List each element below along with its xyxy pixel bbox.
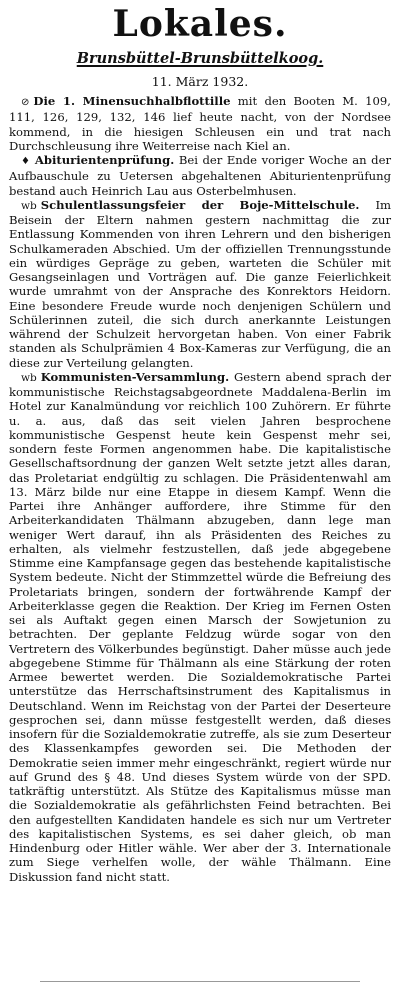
location-heading: Brunsbüttel-Brunsbüttelkoog. [76,50,324,67]
article-communist-meeting [9,370,391,884]
article-flotilla [9,94,391,153]
article-marker: ♦ [21,156,31,167]
article-lead: Schulentlassungsfeier der Boje-Mittelschule. [40,197,360,212]
article-abitur [9,153,391,198]
bottom-divider [40,981,360,982]
article-body: Gestern abend sprach der kommunistische Reichstagsabgeordnete Maddalena-Berlin im Hotel zur Kanalmündung vor reichlich 100 Zuhörern. Er führte u. a. aus, daß das seit vielen Jahren besprochene kommunistische Gespenst heute kein Gespenst mehr sei, sondern feste Formen angenommen habe. Die kapitalistische Gesellschaftsordnung der ganzen Welt setzte jetzt alles daran, das Proletariat endgültig zu schlagen. Die Präsidentenwahl am 13. März bilde nur eine Etappe in diesem Kampf. Wenn die Partei ihre Anhänger auffordere, ihre Stimme für den Arbeiterkandidaten Thälmann abzugeben, dann lege man weniger Wert darauf, ihn als Präsidenten des Reiches zu erhalten, als vielmehr festzustellen, daß jede abgegebene Stimme eine Kampfansage gegen das bestehende kapitalistische System bedeute. Nicht der Stimmzettel würde die Befreiung des Proletariats bringen, sondern der fortwährende Kampf der Arbeiterklasse gegen die Reaktion. Der Krieg im Fernen Osten sei als Auftakt gegen einen Marsch der Sowjetunion zu betrachten. Der geplante Feldzug würde sogar von den Vertretern des Völkerbundes begünstigt. Daher müsse auch jede abgegebene Stimme für Thälmann als eine Stärkung der roten Armee bewertet werden. Die Sozialdemokratische Partei unterstütze das Herrschaftsinstrument des Kapitalismus in Deutschland. Wenn im Reichstag von der Partei der Deserteure gesprochen sei, dann müsse festgestellt werden, daß dieses insofern für die Sozialdemokratie zutreffe, als sie zum Deserteur des Klassenkampfes geworden sei. Die Methoden der Demokratie seien immer mehr eingeschränkt, regiert würde nur auf Grund des § 48. Und dieses System würde von der SPD. tatkräftig unterstützt. Als Stütze des Kapitalismus müsse man die Sozialdemokratie als gefährlichsten Feind betrachten. Bei den aufgestellten Kandidaten handele es sich nur um Vertreter des kapitalistischen Systems, es sei daher gleich, ob man Hindenburg oder Hitler wähle. Wer aber der 3. Internationale zum Siege verhelfen wolle, der wähle Thälmann. Eine Diskussion fand nicht statt. [9,369,392,884]
article-lead: Abiturientenprüfung. [34,153,175,167]
dateline: 11. März 1932. [151,74,249,89]
article-lead: Kommunisten-Versammlung. [40,369,230,384]
article-body: Bei der Ende voriger Woche an der Aufbauschule zu Uetersen abgehaltenen Abiturientenprüfung bestand auch Heinrich Lau aus Osterbelmhusen. [9,153,392,198]
article-body: mit den Booten M. 109, 111, 126, 129, 132, 146 lief heute nacht, von der Nordsee kommend, in die hiesigen Schleusen ein und trat nach Durchschleusung ihre Weiterreise nach Kiel an. [9,94,391,153]
article-lead: Die 1. Minensuchhalbflottille [33,94,231,108]
article-school-farewell [9,198,391,370]
article-body: Im Beisein der Eltern nahmen gestern nachmittag die zur Entlassung Kommenden von ihren Lehrern und den bisherigen Schulkameraden Abschied. Um der offiziellen Trennungsstunde ein würdiges Gepräge zu geben, warteten die Schüler mit Gesangseinlagen und Vorträgen auf. Die ganze Feierlichkeit wurde umrahmt von der Ansprache des Konrektors Heidorn. Eine besondere Freude wurde noch denjenigen Schülern und Schülerinnen zuteil, die sich durch anerkannte Leistungen während der Schulzeit hervorgetan haben. Von einer Fabrik standen als Schulprämien 4 Box-Kameras zur Verfügung, die an diese zur Verteilung gelangten. [9,197,392,370]
section-title: Lokales. [112,3,288,45]
author-signature: wb [21,371,37,384]
article-marker: ⊘ [21,97,30,108]
author-signature: wb [21,199,37,212]
